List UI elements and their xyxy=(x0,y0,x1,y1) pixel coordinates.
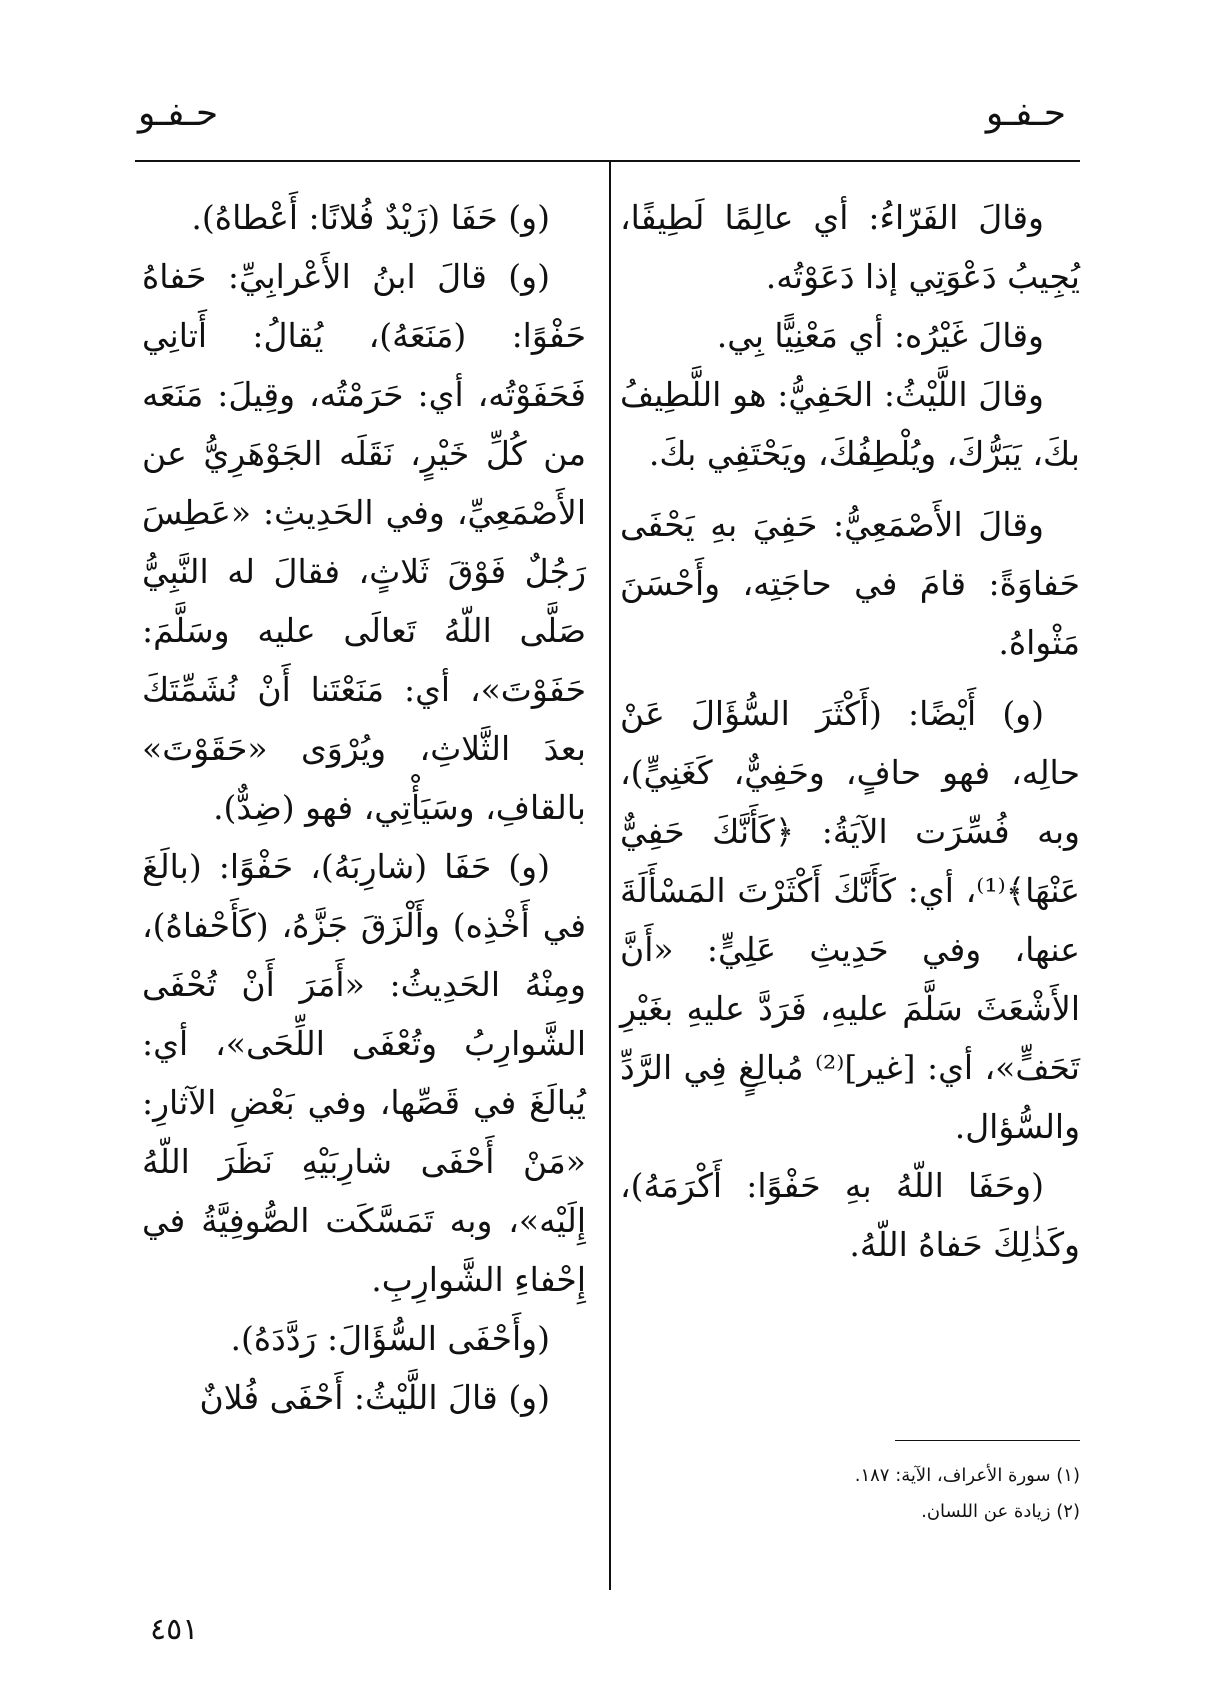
footnotes xyxy=(620,1458,1080,1530)
page-number: ٤٥١ xyxy=(150,1612,199,1647)
footnote: (٢) زيادة عن اللسان. xyxy=(921,1501,1080,1522)
left-column xyxy=(142,188,586,1427)
paragraph: وقالَ الأَصْمَعِيُّ: حَفِيَ بهِ يَحْفَى حَفاوَةً: قامَ في حاجَتِه، وأَحْسَنَ مَثْواهُ. xyxy=(620,505,1080,662)
column-divider xyxy=(609,162,611,1590)
paragraph: (و) حَفَا (زَيْدٌ فُلانًا: أَعْطاهُ). xyxy=(191,198,550,237)
paragraph: (و) قالَ اللَّيْثُ: أَحْفَى فُلانٌ xyxy=(199,1378,550,1417)
paragraph: (و) أَيْضًا: (أَكْثَرَ السُّؤَالَ عَنْ حالِه، فهو حافٍ، وحَفِيٌّ، كَغَنِيٍّ)، وبه فُسِّرَت الآيَةُ: ﴿كَأَنَّكَ حَفِيٌّ عَنْهَا﴾⁽¹⁾، أي: كَأَنَّكَ أَكْثَرْتَ المَسْأَلَةَ عنها، وفي حَدِيثِ عَلِيٍّ: «أَنَّ الأَشْعَثَ سَلَّمَ عليهِ، فَرَدَّ عليهِ بغَيْرِ تَحَفٍّ»، أي: [غير]⁽²⁾ مُبالِغٍ فِي الرَّدِّ والسُّؤال. xyxy=(620,694,1080,1146)
footnote: (١) سورة الأعراف، الآية: ١٨٧. xyxy=(854,1465,1080,1486)
right-column xyxy=(620,188,1080,1274)
footnote-rule xyxy=(895,1440,1080,1441)
header-rule xyxy=(135,160,1080,162)
paragraph: وقالَ الفَرّاءُ: أي عالِمًا لَطِيفًا، يُجِيبُ دَعْوَتِي إذا دَعَوْتُه. xyxy=(620,198,1080,296)
paragraph: (وحَفَا اللّهُ بهِ حَفْوًا: أَكْرَمَهُ)، وكَذٰلِكَ حَفاهُ اللّهُ. xyxy=(620,1166,1080,1264)
paragraph: وقالَ اللَّيْثُ: الحَفِيُّ: هو اللَّطِيفُ بكَ، يَبَرُّكَ، ويُلْطِفُكَ، ويَحْتَفِي بكَ. xyxy=(620,375,1080,473)
running-head-right: حـفـو xyxy=(985,93,1066,134)
paragraph: (و) حَفَا (شارِبَهُ)، حَفْوًا: (بالَغَ في أَخْذِه) وأَلْزَقَ جَزَّهُ، (كَأَحْفاهُ)، ومِنْهُ الحَدِيثُ: «أَمَرَ أَنْ تُحْفَى الشَّوارِبُ وتُعْفَى اللِّحَى»، أي: يُبالَغَ في قَصِّها، وفي بَعْضِ الآثارِ: «مَنْ أَحْفَى شارِبَيْهِ نَظَرَ اللّهُ إِلَيْه»، وبه تَمَسَّكَت الصُّوفِيَّةُ في إِحْفاءِ الشَّوارِبِ. xyxy=(142,847,586,1299)
paragraph: (وأَحْفَى السُّؤَالَ: رَدَّدَهُ). xyxy=(230,1319,550,1358)
paragraph: (و) قالَ ابنُ الأَعْرابِيِّ: حَفاهُ حَفْوًا: (مَنَعَهُ)، يُقالُ: أَتانِي فَحَفَوْتُه، أي: حَرَمْتُه، وقِيلَ: مَنَعَه من كُلِّ خَيْرٍ، نَقَلَه الجَوْهَرِيُّ عن الأَصْمَعِيِّ، وفي الحَدِيثِ: «عَطِسَ رَجُلٌ فَوْقَ ثَلاثٍ، فقالَ له النَّبِيُّ صَلَّى اللّهُ تَعالَى عليه وسَلَّمَ: حَفَوْتَ»، أي: مَنَعْتَنا أَنْ نُشَمِّتَكَ بعدَ الثَّلاثِ، ويُرْوَى «حَقَوْتَ» بالقافِ، وسَيَأْتِي، فهو (ضِدٌّ). xyxy=(142,257,586,827)
running-head-left: حـفـو xyxy=(138,93,219,134)
paragraph: وقالَ غَيْرُه: أي مَعْنِيًّا بِي. xyxy=(716,316,1044,355)
